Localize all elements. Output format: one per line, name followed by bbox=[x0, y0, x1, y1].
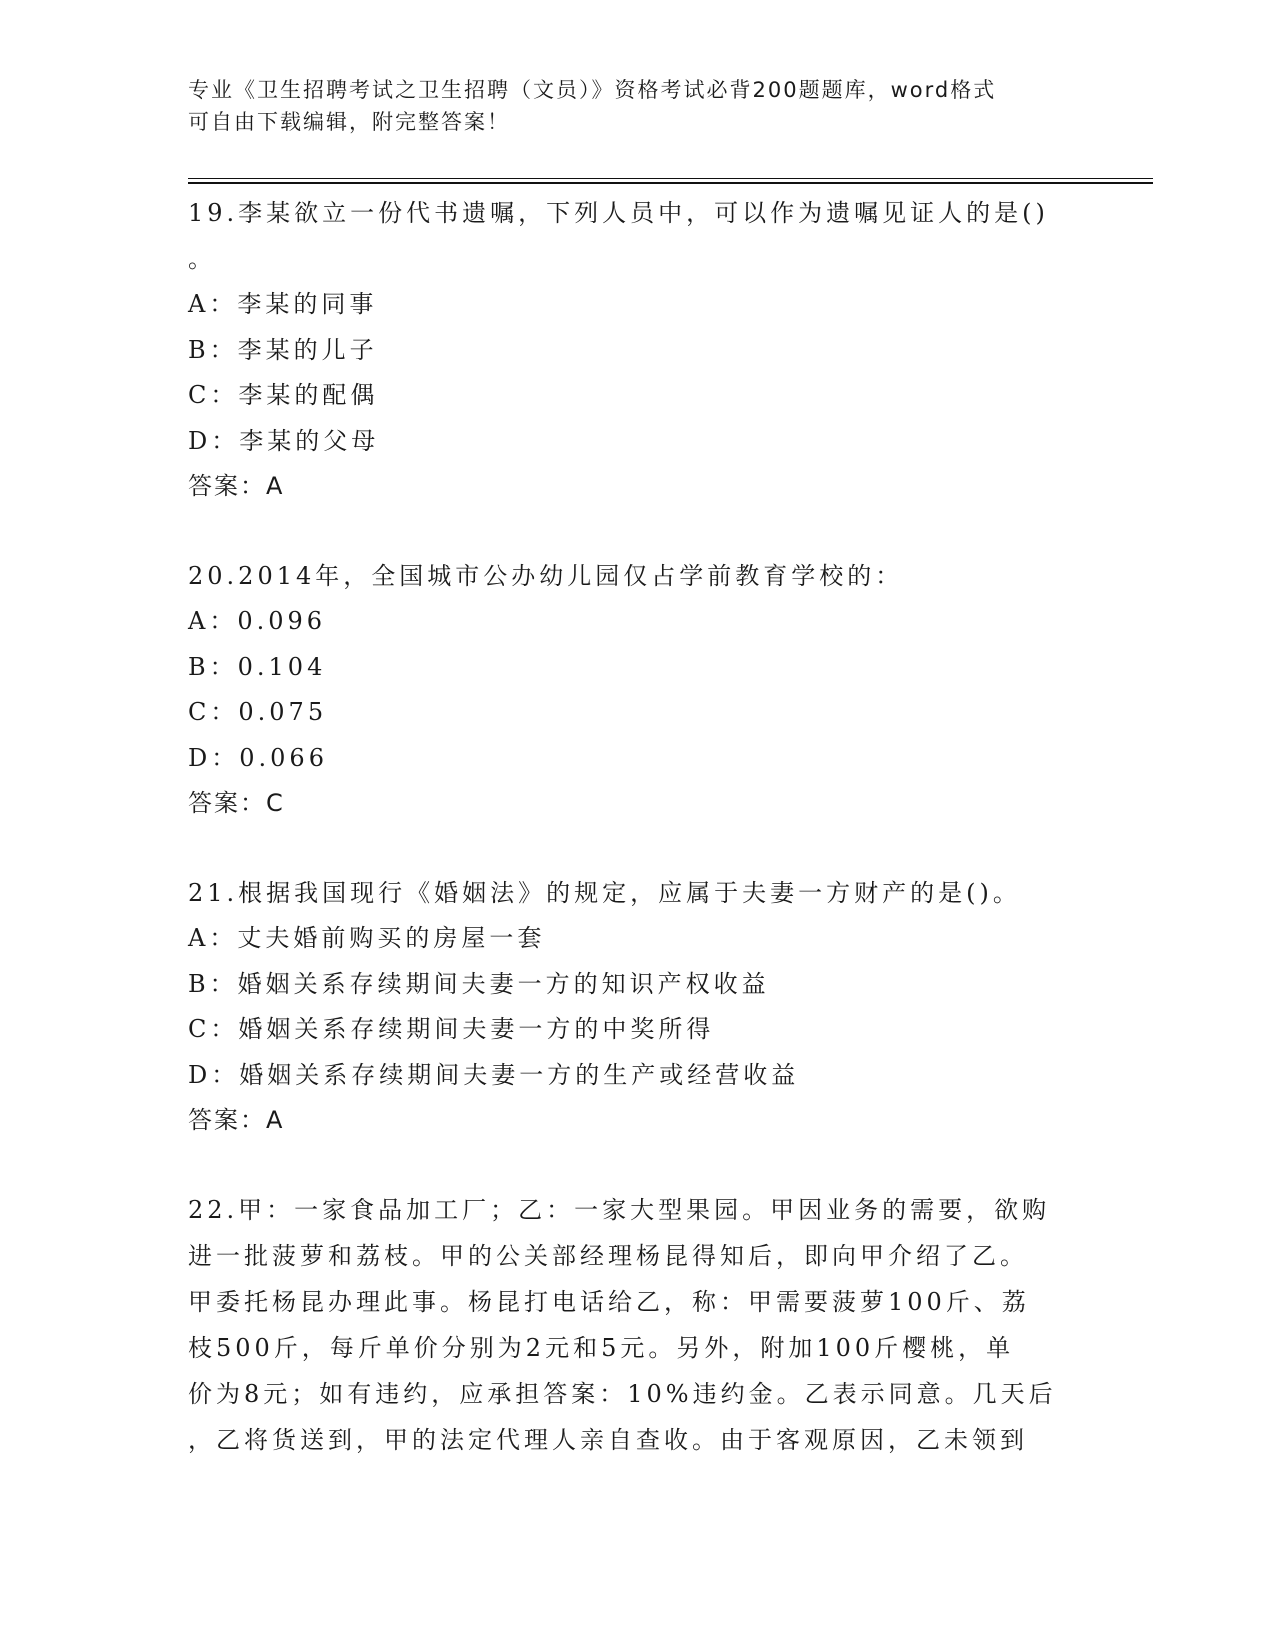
option-key: D： bbox=[188, 426, 240, 455]
option-key: B： bbox=[188, 652, 238, 681]
question-text: 19.李某欲立一份代书遗嘱，下列人员中，可以作为遗嘱见证人的是() bbox=[188, 199, 1049, 227]
question-20 bbox=[188, 553, 1088, 826]
option-key: D： bbox=[188, 743, 240, 772]
answer-line: 答案：A bbox=[188, 472, 285, 500]
question-text-line: 22.甲：一家食品加工厂；乙：一家大型果园。甲因业务的需要，欲购 bbox=[188, 1196, 1051, 1224]
option-b bbox=[188, 328, 1088, 374]
spacer bbox=[188, 1143, 1088, 1187]
option-text: 婚姻关系存续期间夫妻一方的中奖所得 bbox=[238, 1015, 715, 1043]
option-text: 李某的配偶 bbox=[238, 381, 379, 409]
option-d bbox=[188, 1053, 1088, 1099]
question-text-line: 进一批菠萝和荔枝。甲的公关部经理杨昆得知后，即向甲介绍了乙。 bbox=[188, 1242, 1028, 1270]
option-text: 0.104 bbox=[237, 652, 327, 681]
answer-line: 答案：C bbox=[188, 789, 285, 817]
question-19 bbox=[188, 190, 1088, 509]
header-divider bbox=[188, 178, 1153, 184]
option-text: 李某的父母 bbox=[239, 426, 380, 455]
question-text-line: 价为8元；如有违约，应承担答案：10%违约金。乙表示同意。几天后 bbox=[188, 1380, 1057, 1408]
option-text: 李某的儿子 bbox=[237, 335, 378, 364]
spacer bbox=[188, 826, 1088, 870]
option-a bbox=[188, 282, 1088, 328]
header-line-2: 可自由下载编辑，附完整答案！ bbox=[188, 110, 510, 134]
option-c bbox=[188, 373, 1088, 419]
question-text: 21.根据我国现行《婚姻法》的规定，应属于夫妻一方财产的是()。 bbox=[188, 879, 1021, 907]
header-line-1: 专业《卫生招聘考试之卫生招聘（文员）》资格考试必背200题题库，word格式 bbox=[188, 78, 997, 102]
option-a bbox=[188, 599, 1088, 645]
option-key: C： bbox=[188, 698, 239, 726]
option-b bbox=[188, 645, 1088, 691]
question-text-continued: 。 bbox=[188, 245, 216, 273]
page-header bbox=[188, 74, 1068, 138]
option-c bbox=[188, 690, 1088, 736]
option-d bbox=[188, 419, 1088, 465]
question-21 bbox=[188, 870, 1088, 1143]
option-key: A： bbox=[188, 290, 238, 318]
question-list bbox=[188, 190, 1088, 1463]
option-key: B： bbox=[188, 335, 238, 364]
option-text: 0.066 bbox=[239, 743, 328, 772]
answer-line: 答案：A bbox=[188, 1106, 285, 1134]
option-key: C： bbox=[188, 1015, 239, 1043]
question-22 bbox=[188, 1187, 1088, 1463]
option-b bbox=[188, 962, 1088, 1008]
question-text-line: 甲委托杨昆办理此事。杨昆打电话给乙，称：甲需要菠萝100斤、荔 bbox=[188, 1288, 1030, 1316]
question-text-line: ，乙将货送到，甲的法定代理人亲自查收。由于客观原因，乙未领到 bbox=[188, 1426, 1028, 1454]
option-a bbox=[188, 916, 1088, 962]
spacer bbox=[188, 509, 1088, 553]
option-d bbox=[188, 736, 1088, 782]
question-text: 20.2014年，全国城市公办幼儿园仅占学前教育学校的： bbox=[188, 562, 904, 590]
option-text: 丈夫婚前购买的房屋一套 bbox=[237, 924, 546, 952]
option-key: D： bbox=[188, 1060, 240, 1089]
option-text: 0.096 bbox=[237, 607, 327, 635]
option-key: B： bbox=[188, 969, 238, 998]
option-text: 0.075 bbox=[238, 698, 328, 726]
option-c bbox=[188, 1007, 1088, 1053]
question-text-line: 枝500斤，每斤单价分别为2元和5元。另外，附加100斤樱桃，单 bbox=[188, 1334, 1015, 1362]
option-key: A： bbox=[188, 607, 238, 635]
option-key: A： bbox=[188, 924, 238, 952]
option-key: C： bbox=[188, 381, 239, 409]
option-text: 婚姻关系存续期间夫妻一方的生产或经营收益 bbox=[239, 1060, 800, 1089]
option-text: 婚姻关系存续期间夫妻一方的知识产权收益 bbox=[237, 969, 770, 998]
option-text: 李某的同事 bbox=[237, 290, 378, 318]
